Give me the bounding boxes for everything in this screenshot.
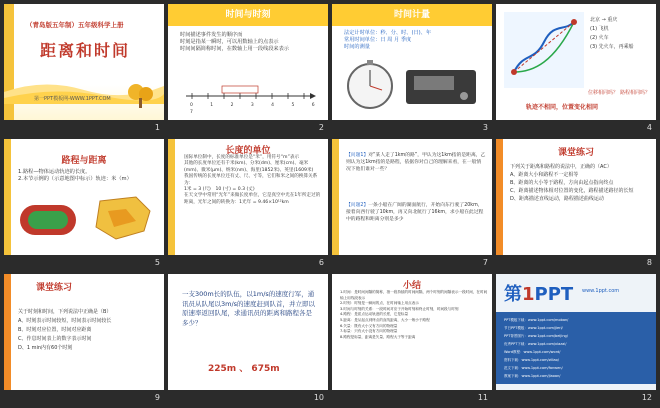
- slide-thumbnail-5[interactable]: [4, 139, 164, 255]
- slide-number: 6: [318, 258, 324, 267]
- slide-thumbnail-9[interactable]: [4, 274, 164, 390]
- problem-text: 一条小船在广阔的湖面航行，开始向东行驶了20km，接着向西行驶了10km，再又向北航行了16km，求小船在此过程中的路程和距离分别是多少: [346, 203, 484, 222]
- slide-cell-10: [168, 274, 328, 404]
- option: D、距离描述直线运动，路程描述曲线运动: [510, 196, 604, 202]
- slide-thumbnail-7[interactable]: [332, 139, 492, 255]
- stopwatch-and-timer-icon: [344, 56, 484, 116]
- site-url: www.1ppt.com: [582, 288, 620, 294]
- body-line: 2.时刻：时刻是一瞬间的点，在时间轴上用点表示: [340, 301, 419, 306]
- slide-thumbnail-10[interactable]: [168, 274, 328, 390]
- option: D、1 min内有60个时刻: [18, 345, 73, 351]
- caption: 轨迹不相同，位置变化相同: [526, 104, 599, 111]
- slide-body: [184, 155, 322, 206]
- body-line: 1.路程—物体运动轨迹的长度。: [18, 169, 91, 175]
- body-line: 1米 = 3 (尺) 10 (寸) = 0.3 (丈): [184, 187, 255, 193]
- track-and-map-icon: [16, 191, 156, 249]
- link-item[interactable]: PPT模板下载：www.1ppt.com/moban/: [504, 318, 569, 322]
- slide-subtitle: （青岛版五年制）五年级科学上册: [26, 21, 124, 29]
- problem-1: [346, 153, 486, 173]
- route-line: 北京 → 重庆: [590, 17, 618, 23]
- route-line: (3) 先火车，再乘船: [590, 44, 634, 50]
- tree-icon: [122, 82, 158, 110]
- body-line: 1.时间：是时间间隔的简称，指一段持续的时间间隔，两个时刻的间隔表示一段时间，在时间轴上用线段表示: [340, 290, 488, 300]
- link-item[interactable]: Word教程：www.1ppt.com/word/: [504, 350, 561, 354]
- slide-body: [340, 290, 488, 340]
- question-2: 路程相同吗？: [620, 90, 651, 96]
- slide-thumbnail-1[interactable]: [4, 4, 164, 120]
- slide-number: 4: [646, 123, 652, 132]
- slide-thumbnail-12[interactable]: [496, 274, 656, 390]
- slide-title: 时间与时刻: [225, 10, 271, 20]
- option: C、作息时间表上的数字表示时间: [18, 336, 92, 342]
- link-item[interactable]: 范文下载：www.1ppt.com/fanwen/: [504, 366, 563, 370]
- link-item[interactable]: 优秀PPT下载：www.1ppt.com/xiazai/: [504, 342, 567, 346]
- slide-number: 11: [477, 393, 488, 402]
- slide-sorter-grid: [4, 4, 656, 404]
- slide-cell-5: [4, 139, 164, 269]
- body-line: 时间间隔简称时间，在数轴上用一段线段来表示: [180, 46, 289, 53]
- option: B、时刻对应位置，时间对应距离: [18, 327, 92, 333]
- slide-number: 9: [154, 393, 160, 402]
- body-line: 时刻是指某一瞬时，可以用数轴上的点表示: [180, 39, 279, 46]
- slide-title: 课堂练习: [35, 283, 72, 293]
- route-line: (1) 飞机: [590, 26, 609, 32]
- problem-text: 一支300m长的队伍，以1m/s的速度行军，通讯员从队尾以3m/s的速度赶到队首，并立即以原速率返回队尾，求通讯员的距离和路程各是多少？: [182, 290, 316, 327]
- logo-prefix: 第: [504, 284, 522, 305]
- left-rail: [168, 139, 175, 255]
- slide-title: 路程与距离: [61, 156, 107, 166]
- problem-2: [346, 203, 486, 223]
- slide-cell-8: [496, 139, 656, 269]
- slide-title: 课堂练习: [557, 148, 594, 158]
- slide-title: 小结: [402, 281, 421, 291]
- body-line: 8.路程是标量，距离是矢量，路程大于等于距离: [340, 334, 416, 339]
- logo-number: 1: [522, 284, 535, 305]
- slide-cell-9: [4, 274, 164, 404]
- body-line: 时间的测量: [344, 44, 370, 51]
- option: B、距离的大小等于路程，方向由起点指向终点: [510, 180, 614, 186]
- body-line: 3.时间与时刻的关系：一段时间对应于开始时刻和终止时刻，时间段与时刻: [340, 306, 459, 311]
- slide-body: [18, 169, 158, 183]
- slide-cell-4: [496, 4, 656, 134]
- slide-thumbnail-2[interactable]: [168, 4, 328, 120]
- slide-footer: 第一PPT模板网-WWW.1PPT.COM: [34, 96, 111, 102]
- slide-thumbnail-11[interactable]: [332, 274, 492, 390]
- slide-cell-2: [168, 4, 328, 134]
- slide-thumbnail-3[interactable]: [332, 4, 492, 120]
- slide-number: 2: [318, 123, 324, 132]
- link-item[interactable]: 教案下载：www.1ppt.com/jiaoan/: [504, 374, 561, 378]
- slide-body: [18, 308, 160, 353]
- body-line: 国际单位制中，长度的标准单位是“米”，用符号“m”表示: [184, 155, 300, 160]
- option: A、距离大小和路程不一定相等: [510, 172, 579, 178]
- slide-body: [180, 32, 320, 54]
- body-line: 法定计时单位：秒、分、时、(日)、年: [344, 30, 432, 36]
- route-line: (2) 火车: [590, 35, 609, 41]
- slide-title: 长度的单位: [225, 146, 271, 156]
- slide-cell-6: [168, 139, 328, 269]
- problem-text: 对“某人走了1km的路”，甲认为这1km指的是距离，乙则认为这1km指的是路程，依据你对自己的理解来看，在一般情况下他们谁对一些？: [346, 153, 486, 172]
- slide-number: 10: [313, 393, 324, 402]
- route-options: [590, 16, 652, 52]
- slide-title: 时间计量: [393, 10, 430, 20]
- body-line: 我国传统的长度单位还有丈、尺、寸等，它们和米之间的换算关系为：: [184, 174, 318, 186]
- slide-body: [510, 163, 652, 203]
- axis-ticks: 0 1 2 3 4 5 6 7: [190, 103, 323, 116]
- question-1: 位移相同吗？: [588, 90, 619, 96]
- body-line: 在天文学中常用“光年”来做长度单位，它是真空中光在1年所走过的距离，光年之间的转换为：1光年 = 9.46×10¹²km: [184, 193, 321, 205]
- body-line: 5.距离：是从起点到终点的直线距离，大小一般小于路程: [340, 317, 430, 322]
- body-line: 其他的长度单位还有千米(km)、分米(dm)、厘米(cm)、毫米(mm)、微米(μm)、纳米(nm)、海里(1852米)、英里(1609米): [184, 161, 314, 173]
- option: A、时刻表示时间较短，时间表示时间较长: [18, 318, 112, 324]
- link-item[interactable]: 节日PPT模板：www.1ppt.com/jieri/: [504, 326, 563, 330]
- link-item[interactable]: 资料下载：www.1ppt.com/ziliao/: [504, 358, 559, 362]
- body-line: 常用时间单位：日 周 月 季度: [344, 37, 412, 44]
- body-line: 2.本节示例的（示意地图中标示）轨迹：米（m）: [18, 176, 132, 183]
- logo: [504, 280, 573, 306]
- problem-label: 【问题1】: [346, 153, 369, 158]
- slide-number: 1: [154, 123, 160, 132]
- slide-cell-11: [332, 274, 492, 404]
- slide-thumbnail-6[interactable]: [168, 139, 328, 255]
- slide-cell-12: [496, 274, 656, 404]
- body-line: 6.矢量：既有大小又有方向的物理量: [340, 323, 398, 328]
- slide-thumbnail-4[interactable]: [496, 4, 656, 120]
- problem-label: 【问题2】: [346, 203, 369, 208]
- slide-thumbnail-8[interactable]: [496, 139, 656, 255]
- body-line: 时间描述事件发生的顺序而: [180, 32, 243, 38]
- slide-title: 距离和时间: [40, 41, 131, 60]
- slide-number: 3: [482, 123, 488, 132]
- question: 关于时刻和时间，下列说法中正确是（B）: [18, 309, 112, 315]
- route-map-icon: [504, 12, 584, 88]
- slide-body: [344, 30, 484, 52]
- body-line: 4.路程：是质点运动轨迹的长度，它是标量: [340, 312, 409, 317]
- slide-number: 8: [646, 258, 652, 267]
- links-list: [504, 316, 652, 380]
- slide-number: 12: [641, 393, 652, 402]
- answer: 225m 、 675m: [208, 364, 280, 374]
- slide-number: 5: [154, 258, 160, 267]
- body-line: 7.标量：只有大小没有方向的物理量: [340, 329, 398, 334]
- option: C、距离描述物体相对位置的变化，路程描述路径的长短: [510, 188, 634, 194]
- logo-suffix: PPT: [534, 284, 574, 305]
- link-item[interactable]: PPT背景图片：www.1ppt.com/beijing/: [504, 334, 568, 338]
- question: 下列关于距离和路程的说法中，正确的（AC）: [510, 164, 612, 170]
- slide-cell-1: [4, 4, 164, 134]
- slide-number: 7: [482, 258, 488, 267]
- slide-cell-3: [332, 4, 492, 134]
- left-rail: [332, 139, 339, 255]
- slide-cell-7: [332, 139, 492, 269]
